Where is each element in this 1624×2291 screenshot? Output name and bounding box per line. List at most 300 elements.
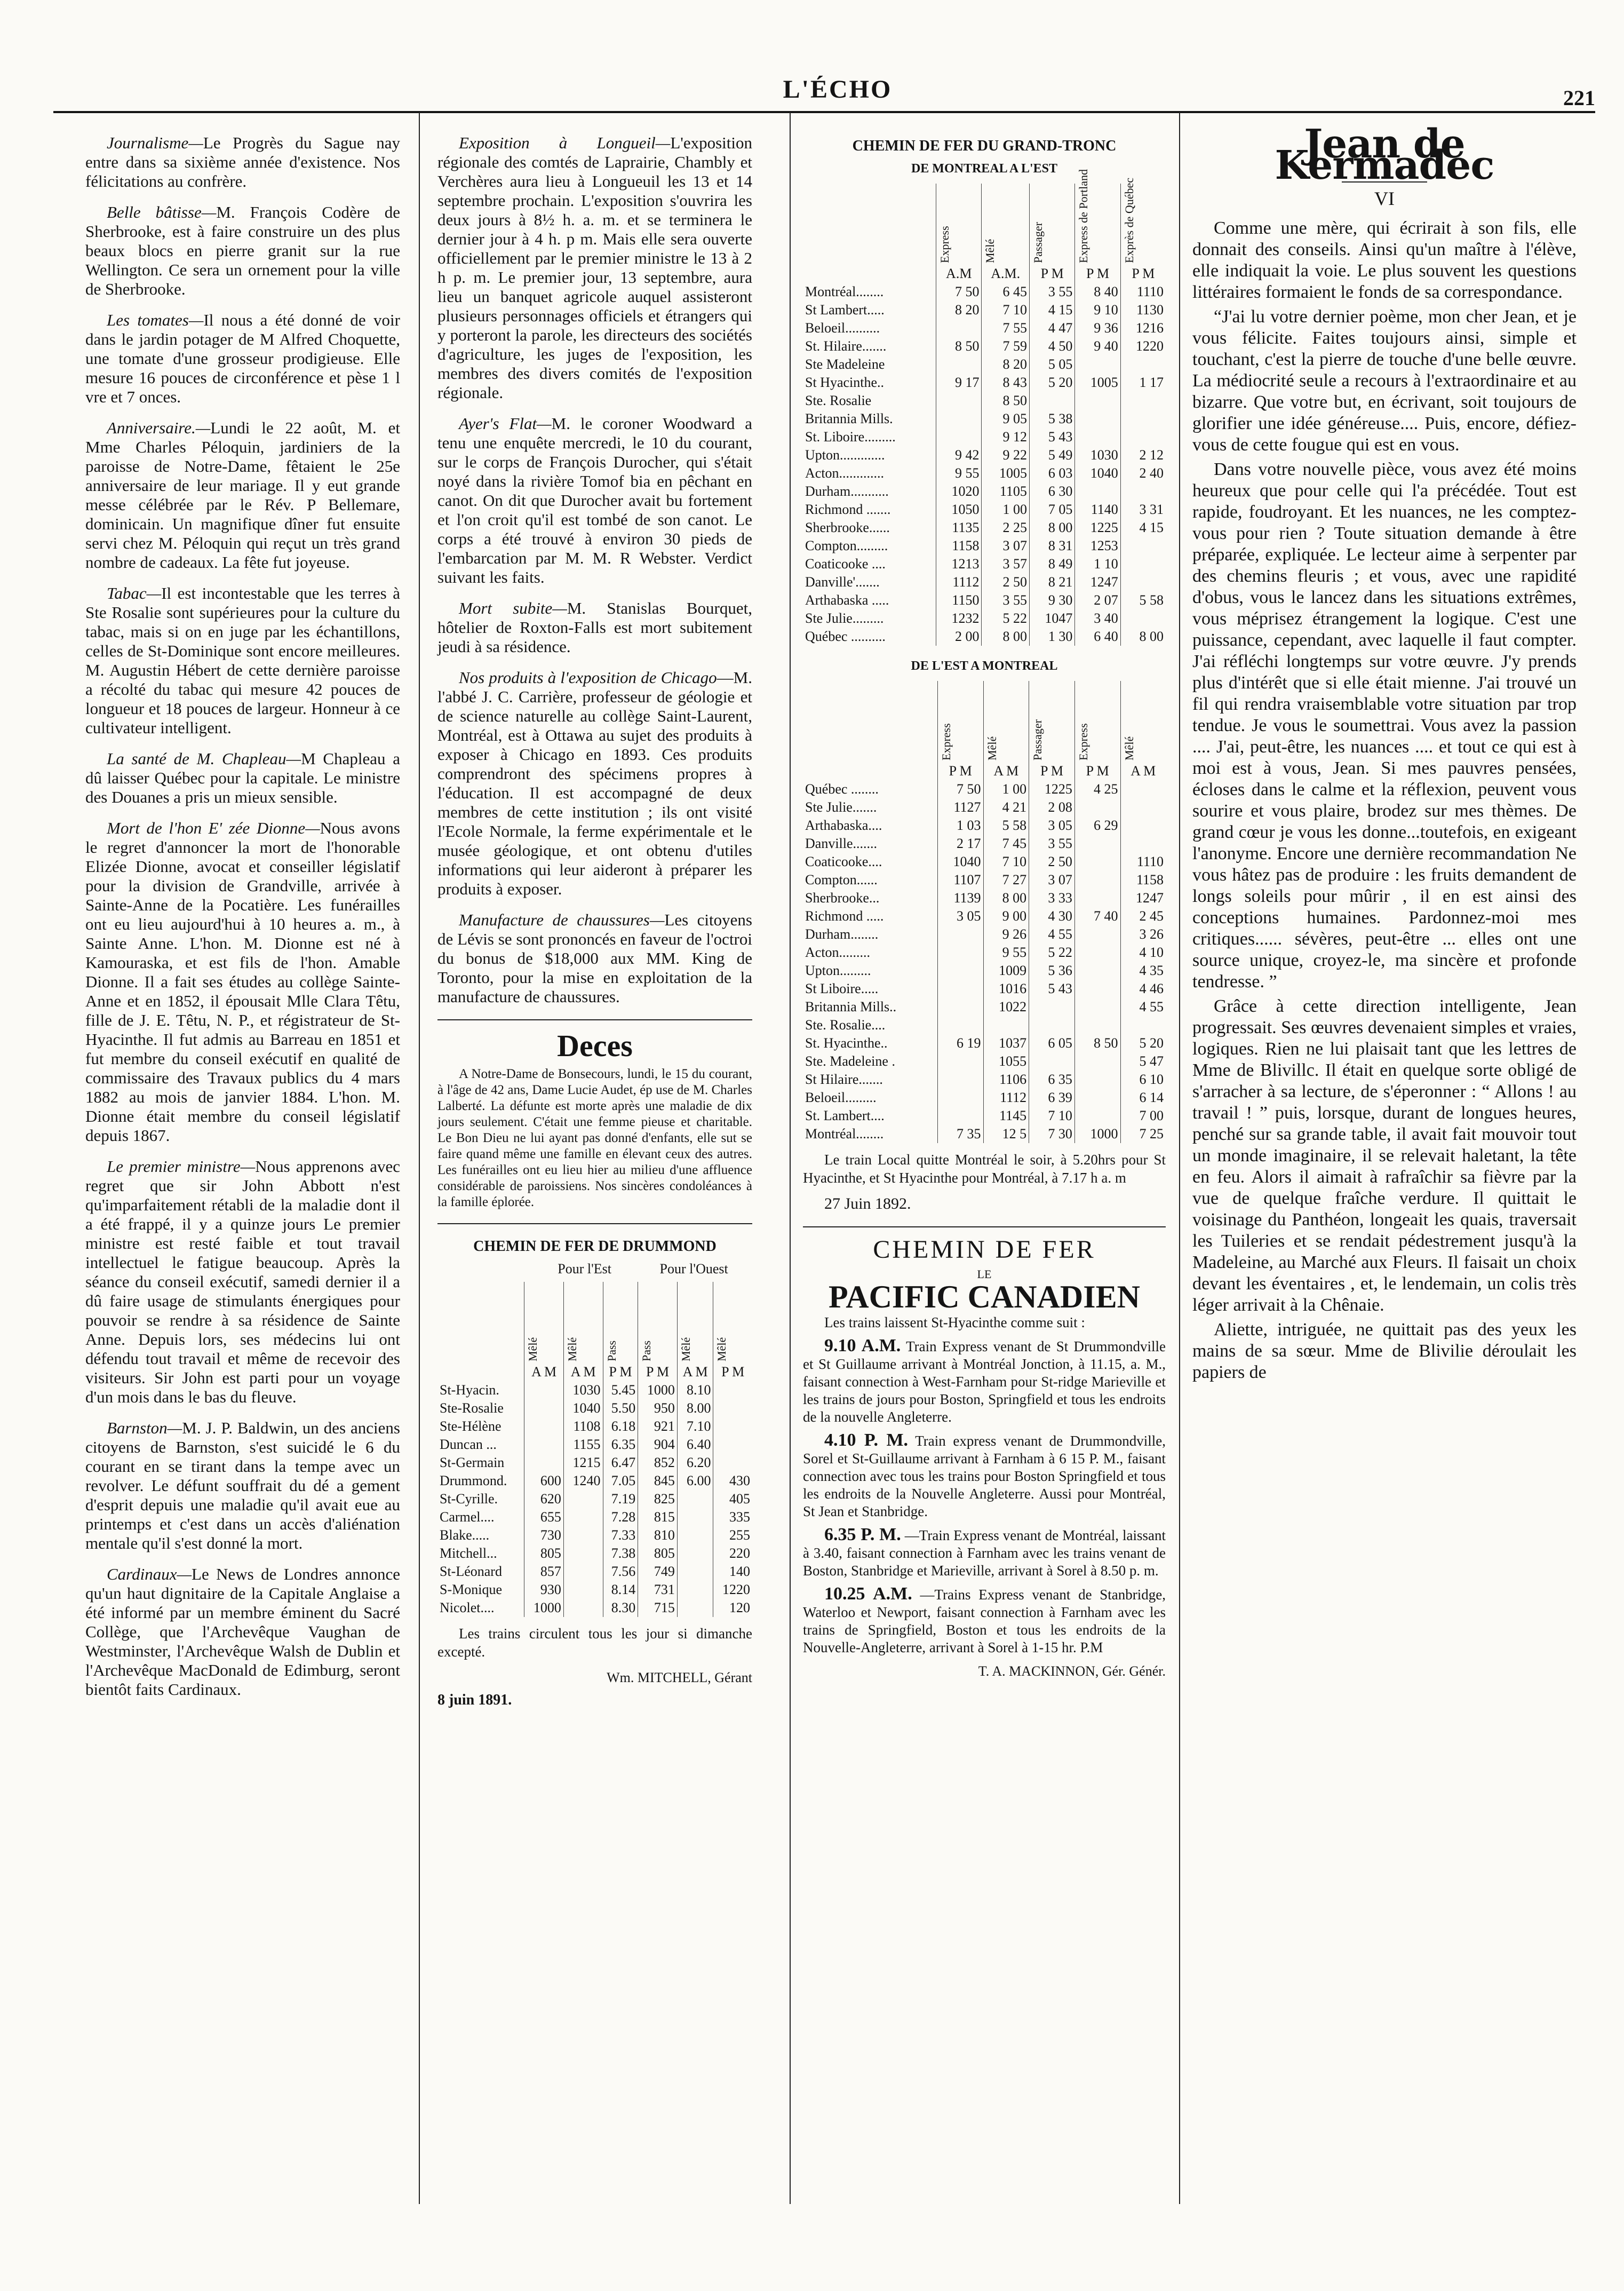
time-cell: 1016	[983, 980, 1029, 998]
time-cell: 2 25	[982, 519, 1029, 537]
time-cell: 6.40	[677, 1436, 713, 1454]
table-row	[803, 609, 1166, 628]
time-cell: 1009	[983, 962, 1029, 980]
dir-east: Pour l'Est	[558, 1261, 612, 1277]
grandtronc-sub1: DE MONTREAL A L'EST	[911, 162, 1058, 176]
table-row	[803, 355, 1166, 374]
time-cell: 3 07	[982, 537, 1029, 555]
time-cell	[937, 980, 983, 998]
time-cell: 815	[638, 1508, 678, 1526]
time-cell: 1135	[936, 519, 982, 537]
time-cell	[937, 1089, 983, 1107]
column-header-label: Exprès de Québec	[1122, 177, 1136, 263]
station-name: St Hilaire.......	[805, 1072, 883, 1087]
time-cell	[1075, 355, 1120, 374]
time-cell	[1120, 798, 1166, 816]
time-cell: 2 45	[1120, 907, 1166, 925]
ampm-cell: P M	[1120, 265, 1166, 283]
divider	[437, 1223, 752, 1224]
station-name: Upton.........	[805, 963, 871, 978]
time-cell: 7 10	[1029, 1107, 1075, 1125]
time-cell	[677, 1544, 713, 1563]
time-cell: 1005	[1075, 374, 1120, 392]
time-cell: 1158	[1120, 871, 1166, 889]
table-row	[803, 925, 1166, 944]
column-header-label: Mêlé	[565, 1337, 579, 1361]
time-cell	[713, 1454, 752, 1472]
drummond-signature: Wm. MITCHELL, Gérant	[607, 1670, 752, 1685]
station-name: Richmond .......	[805, 502, 891, 517]
time-cell	[1120, 555, 1166, 573]
time-cell: 825	[638, 1490, 678, 1508]
station-name: St Liboire.....	[805, 981, 879, 996]
table-row	[803, 889, 1166, 907]
divider	[803, 1226, 1166, 1227]
time-cell: 1 00	[982, 501, 1029, 519]
table-row	[437, 1381, 752, 1399]
time-cell: 5 20	[1120, 1034, 1166, 1052]
station-name: St. Hilaire.......	[805, 338, 887, 354]
table-row	[803, 962, 1166, 980]
column-header	[638, 1282, 678, 1363]
time-cell: 3 07	[1029, 871, 1075, 889]
table-row	[803, 283, 1166, 301]
time-cell	[563, 1490, 603, 1508]
time-cell	[1074, 998, 1120, 1016]
novel-paragraph: Dans votre nouvelle pièce, vous avez été moins heureux que pour celle qui l'a précédée. Tout est rapide, foudroyant. Et les nuances, ne les comptez-vous pour rien ? Toute situation demande à être préparée, expliquée. Le lecteur aime à serpenter par des chemins fleuris ; et vous, avec une rapidité d'obus, vous le lancez dans les situations extrêmes, vous méprisez étrangement la logique. C'est une puissance, cependant, avec laquelle il faut compter. J'ai réfléchi longtemps sur votre œuvre. J'y prends plus d'intérêt que si elle était mienne. J'ai trouvé un fil qui rendra vraisemblable votre situation par trop tendue. Je vous le soumettrai. Vous avez la passion .... J'ai, peut-être, les nuances .... et tout ce qui est à moi est à vous, Jean. Si mes pauvres pensées, écloses dans le calme et la réflexion, peuvent vous sourire et vous plaire, brodez sur mes thèmes. De grand cœur je vous les donne...toutefois, en exigeant l'anonyme. Encore une dernière recommandation Ne vous hâtez pas de produire : les fruits demandent de longs soleils pour mûrir , il en est ainsi des conceptions humaines. Pardonnez-moi mes critiques...... sévères, peut-être ... elles ont une source unique, croyez-le, ma sincère et profonde tendresse. ”	[1192, 459, 1577, 992]
time-cell: 5 22	[1029, 944, 1075, 962]
time-cell: 1107	[937, 871, 983, 889]
time-cell: 1130	[1120, 301, 1166, 319]
table-row	[803, 1107, 1166, 1125]
time-cell: 7 10	[982, 301, 1029, 319]
time-cell: 8 00	[983, 889, 1029, 907]
table-row	[803, 853, 1166, 871]
time-cell	[936, 319, 982, 337]
table-row	[803, 871, 1166, 889]
time-cell: 5 36	[1029, 962, 1075, 980]
grandtronc-date: 27 Juin 1892.	[824, 1195, 911, 1212]
time-cell	[677, 1508, 713, 1526]
time-cell: 4 15	[1029, 301, 1074, 319]
ampm-cell: A.M.	[982, 265, 1029, 283]
time-cell	[1074, 889, 1120, 907]
news-body: M. Stanislas Bourquet, hôtelier de Roxton-Falls est mort subitement jeudi à sa résidence.	[437, 599, 752, 656]
time-cell: 1022	[983, 998, 1029, 1016]
table-row	[803, 555, 1166, 573]
table-row	[803, 628, 1166, 646]
news-headline: Nos produits à l'exposition de Chicago	[459, 668, 717, 687]
time-cell: 1220	[1120, 337, 1166, 355]
time-cell: 1040	[563, 1399, 603, 1417]
column-header	[713, 1282, 752, 1363]
news-item	[437, 414, 752, 587]
time-cell: 4 15	[1120, 519, 1166, 537]
table-row	[803, 980, 1166, 998]
time-cell: 9 00	[983, 907, 1029, 925]
station-name: Britannia Mills..	[805, 999, 897, 1014]
time-cell: 857	[524, 1563, 564, 1581]
time-cell	[563, 1526, 603, 1544]
ampm-row	[437, 1363, 752, 1381]
time-cell: 5 38	[1029, 410, 1074, 428]
time-cell: 9 55	[983, 944, 1029, 962]
column-header-label: Mêlé	[985, 736, 999, 760]
time-cell: 3 40	[1075, 609, 1120, 628]
time-cell	[1074, 1089, 1120, 1107]
ampm-cell: P M	[1029, 265, 1074, 283]
time-cell: 730	[524, 1526, 564, 1544]
time-cell: 1247	[1075, 573, 1120, 591]
train-time: 10.25 A.M.	[824, 1584, 912, 1604]
news-item	[85, 418, 400, 572]
column-header-label: Mêlé	[983, 239, 997, 263]
time-cell: 1110	[1120, 853, 1166, 871]
ampm-cell: A M	[563, 1363, 603, 1381]
novel-text	[1192, 218, 1577, 1383]
time-cell	[563, 1563, 603, 1581]
ampm-cell: P M	[603, 1363, 638, 1381]
time-cell	[677, 1526, 713, 1544]
table-header-row	[803, 681, 1166, 762]
drummond-timetable	[437, 1282, 752, 1617]
column-header	[1120, 681, 1166, 762]
time-cell	[713, 1399, 752, 1417]
time-cell: 12 5	[983, 1125, 1029, 1143]
time-cell: 5 43	[1029, 428, 1074, 446]
pacific-train	[803, 1337, 1166, 1426]
time-cell: 6 40	[1075, 628, 1120, 646]
table-row	[437, 1526, 752, 1544]
time-cell: 1000	[1074, 1125, 1120, 1143]
time-cell: 9 26	[983, 925, 1029, 944]
deces-notice	[437, 1066, 752, 1210]
news-headline: Mort subite—	[459, 599, 567, 617]
station-name: Sherbrooke......	[805, 520, 890, 535]
column-divider	[1179, 112, 1180, 2204]
news-item	[85, 133, 400, 191]
station-name: St Hyacinthe..	[805, 375, 885, 390]
news-item	[437, 133, 752, 402]
time-cell: 9 05	[982, 410, 1029, 428]
time-cell: 6 10	[1120, 1071, 1166, 1089]
column-header-label: Express de Portland	[1077, 169, 1090, 263]
station-name: Upton.............	[805, 447, 885, 463]
station-name: Ste Julie.........	[805, 611, 884, 626]
table-row	[437, 1599, 752, 1617]
time-cell	[1120, 835, 1166, 853]
news-body: M. J. P. Baldwin, un des anciens citoyens de Barnston, s'est suicidé le 6 du courant en se tirant dans la tempe avec un revolver. Le défunt souffrait du dé a gement d'esprit depuis une maladie qu'il avait eue au printemps et c'est dans un accès d'aliénation mentale qu'il s'est donné la mort.	[85, 1418, 400, 1552]
pacific-ad	[803, 1235, 1166, 1681]
time-cell: 8 50	[936, 337, 982, 355]
time-cell	[713, 1436, 752, 1454]
news-body: Le Progrès du Sague nay entre dans sa sixième année d'existence. Nos félicitations au confrère.	[85, 133, 400, 191]
time-cell: 3 26	[1120, 925, 1166, 944]
table-row	[803, 392, 1166, 410]
novel-paragraph: “J'ai lu votre dernier poème, mon cher Jean, et je vous félicite. Faites toujours ainsi, simple et touchant, c'est la pierre de touche d'une belle œuvre. La médiocrité seule a recours à l'extraordinaire et au bizarre. Que votre but, en écrivant, soit toujours de glorifier une idée généreuse.... Puis, encore, défiez-vous de cette fougue qui est en vous.	[1192, 307, 1577, 455]
news-body: M. le coroner Woodward a tenu une enquête mercredi, le 10 du courant, sur le corps de François Durocher, qui s'était noyé dans la rivière Tomof bia en pêchant en canot. On dit que Durocher avait bu fortement et l'on croit qu'il est tombé de son canot. Le corps a été trouvé à environ 30 pieds de l'embarcation par M. M. R Webster. Verdict suivant les faits.	[437, 414, 752, 586]
time-cell: 5 20	[1029, 374, 1074, 392]
train-description: —Train Express venant de Montréal, laissant à 3.40, faisant connection à Farnham avec les trains venant de Boston, Stanbridge et Marieville, arrivant à Sorel à 8.50 p. m.	[803, 1527, 1166, 1579]
time-cell	[936, 428, 982, 446]
time-cell: 1112	[936, 573, 982, 591]
column-header-label: Mêlé	[1122, 736, 1136, 760]
time-cell: 731	[638, 1581, 678, 1599]
time-cell	[937, 1107, 983, 1125]
time-cell	[1120, 482, 1166, 501]
time-cell: 5 43	[1029, 980, 1075, 998]
time-cell: 2 00	[936, 628, 982, 646]
station-name: Beloeil.........	[805, 1090, 877, 1105]
ampm-cell: P M	[1074, 762, 1120, 780]
station-name: Drummond.	[440, 1473, 507, 1488]
table-row	[803, 374, 1166, 392]
time-cell	[713, 1417, 752, 1436]
news-headline: Journalisme—	[107, 133, 203, 152]
station-name: Sherbrooke...	[805, 890, 880, 906]
table-row	[437, 1436, 752, 1454]
news-headline: Exposition à Longueil—	[459, 133, 671, 152]
ampm-cell: P M	[1075, 265, 1120, 283]
table-row	[803, 1016, 1166, 1034]
station-name: Compton......	[805, 872, 878, 887]
time-cell: 1105	[982, 482, 1029, 501]
time-cell	[1120, 816, 1166, 835]
column-divider	[419, 112, 420, 2204]
time-cell: 7.33	[603, 1526, 638, 1544]
time-cell: 1030	[1075, 446, 1120, 464]
ampm-label	[803, 762, 937, 780]
station-name: Blake.....	[440, 1527, 490, 1543]
table-row	[803, 464, 1166, 482]
time-cell: 8.10	[677, 1381, 713, 1399]
time-cell: 1150	[936, 591, 982, 609]
time-cell: 9 22	[982, 446, 1029, 464]
column-header	[1074, 681, 1120, 762]
pacific-items	[803, 1337, 1166, 1656]
ampm-label	[437, 1363, 524, 1381]
table-row	[437, 1490, 752, 1508]
time-cell	[937, 1071, 983, 1089]
time-cell: 4 50	[1029, 337, 1074, 355]
time-cell: 6 14	[1120, 1089, 1166, 1107]
time-cell: 1 30	[1029, 628, 1074, 646]
time-cell: 6 39	[1029, 1089, 1075, 1107]
time-cell: 6 03	[1029, 464, 1074, 482]
ampm-cell: P M	[937, 762, 983, 780]
column-header	[936, 184, 982, 265]
news-headline: Tabac—	[107, 584, 162, 603]
station-name: Québec ........	[805, 781, 879, 797]
table-row	[437, 1417, 752, 1436]
time-cell: 1216	[1120, 319, 1166, 337]
time-cell: 1110	[1120, 283, 1166, 301]
news-body: M. François Codère de Sherbrooke, est à faire construire un des plus beaux blocs en pierre granit sur la rue Wellington. Ce sera un ornement pour la ville de Sherbrooke.	[85, 203, 400, 298]
time-cell: 2 50	[1029, 853, 1075, 871]
grandtronc-note: Le train Local quitte Montréal le soir, à 5.20hrs pour St Hyacinthe, et St Hyacinthe pour Montréal, à 7.17 h a. m	[803, 1152, 1166, 1186]
time-cell: 6.35	[603, 1436, 638, 1454]
train-time: 4.10 P. M.	[824, 1430, 909, 1450]
station-name: Mitchell...	[440, 1545, 497, 1561]
time-cell: 9 10	[1075, 301, 1120, 319]
time-cell: 6 05	[1029, 1034, 1075, 1052]
time-cell: 3 05	[1029, 816, 1075, 835]
news-headline: Les tomates—	[107, 311, 204, 329]
time-cell: 1 17	[1120, 374, 1166, 392]
drummond-date: 8 juin 1891.	[437, 1692, 512, 1708]
news-headline: Barnston—	[107, 1418, 182, 1437]
station-name: St-Hyacin.	[440, 1382, 499, 1398]
news-item	[437, 599, 752, 656]
time-cell: 1112	[983, 1089, 1029, 1107]
ampm-cell: A M	[677, 1363, 713, 1381]
ampm-row	[803, 762, 1166, 780]
ampm-row	[803, 265, 1166, 283]
station-name: Durham...........	[805, 483, 889, 499]
station-name: Compton.........	[805, 538, 888, 553]
column-header	[677, 1282, 713, 1363]
station-name: Ste. Madeleine .	[805, 1053, 895, 1069]
table-row	[437, 1563, 752, 1581]
time-cell	[524, 1454, 564, 1472]
table-row	[803, 591, 1166, 609]
station-name: St-Léonard	[440, 1564, 502, 1579]
time-cell	[1120, 392, 1166, 410]
column-header	[524, 1282, 564, 1363]
ampm-label	[803, 265, 936, 283]
pacific-title: CHEMIN DE FER	[873, 1235, 1096, 1264]
column-header	[1075, 169, 1120, 265]
news-item	[85, 1565, 400, 1699]
time-cell: 4 35	[1120, 962, 1166, 980]
pacific-train	[803, 1431, 1166, 1520]
table-row	[803, 835, 1166, 853]
news-headline: Ayer's Flat—	[459, 414, 552, 433]
grandtronc-timetable-west	[803, 681, 1166, 1143]
station-name: St-Germain	[440, 1455, 505, 1470]
station-name: Ste. Rosalie	[805, 393, 872, 408]
time-cell	[1120, 355, 1166, 374]
time-cell: 220	[713, 1544, 752, 1563]
time-cell	[1075, 392, 1120, 410]
column-header-label: Express	[938, 226, 952, 263]
time-cell: 5 49	[1029, 446, 1074, 464]
station-name: St. Hyacinthe..	[805, 1035, 888, 1051]
time-cell: 7 00	[1120, 1107, 1166, 1125]
novel-paragraph: Aliette, intriguée, ne quittait pas des yeux les mains de sa sœur. Mme de Blivilie déroulait les papiers de	[1192, 1320, 1577, 1382]
time-cell	[1120, 573, 1166, 591]
time-cell: 8 50	[982, 392, 1029, 410]
train-time: 6.35 P. M.	[824, 1525, 901, 1544]
column-header	[983, 681, 1029, 762]
time-cell: 4 10	[1120, 944, 1166, 962]
train-description: Train Express venant de St Drummondville et St Guillaume arrivant à Montréal Jonction, à 11.15, a. M., faisant connection à West-Farnham pour St-ridge Marieville et les trains de jours pour Boston, Springfield et tous les endroits de la nouvelle Angleterre.	[803, 1338, 1166, 1425]
time-cell	[1074, 962, 1120, 980]
time-cell: 1 10	[1075, 555, 1120, 573]
time-cell: 620	[524, 1490, 564, 1508]
station-name: Ste-Hélène	[440, 1418, 501, 1434]
station-name: St Lambert.....	[805, 302, 885, 318]
time-cell: 3 05	[937, 907, 983, 925]
time-cell	[677, 1599, 713, 1617]
table-row	[803, 816, 1166, 835]
time-cell	[1074, 1052, 1120, 1071]
news-headline: Le premier ministre—	[107, 1157, 256, 1176]
news-column-2-items	[437, 133, 752, 1006]
pacific-le: LE	[977, 1267, 992, 1281]
ampm-cell: A M	[983, 762, 1029, 780]
time-cell: 1220	[713, 1581, 752, 1599]
table-row	[803, 798, 1166, 816]
time-cell	[936, 392, 982, 410]
time-cell: 7.38	[603, 1544, 638, 1563]
table-row	[803, 482, 1166, 501]
news-item	[85, 203, 400, 299]
divider	[437, 1019, 752, 1020]
page-number: 221	[1563, 86, 1595, 110]
time-cell: 1213	[936, 555, 982, 573]
station-header	[803, 184, 936, 265]
deces-title: Deces	[557, 1028, 633, 1063]
column-header	[1029, 681, 1075, 762]
novel-chapter: VI	[1374, 188, 1395, 209]
time-cell: 6.00	[677, 1472, 713, 1490]
time-cell: 1225	[1029, 780, 1075, 798]
time-cell: 805	[524, 1544, 564, 1563]
news-body: Les citoyens de Lévis se sont prononcés en faveur de l'octroi du bonus de $18,000 aux MM. King de Toronto, pour la mise en exploitation de la manufacture de chaussures.	[437, 910, 752, 1006]
news-item	[85, 749, 400, 807]
time-cell: 7 25	[1120, 1125, 1166, 1143]
station-name: Montréal........	[805, 1126, 884, 1141]
time-cell: 1232	[936, 609, 982, 628]
news-headline: Cardinaux—	[107, 1565, 192, 1583]
time-cell: 3 33	[1029, 889, 1075, 907]
news-body: Nous apprenons avec regret que sir John Abbott n'est qu'imparfaitement rétabli de la maladie dont il a été frappé, il y a quinze jours Le premier ministre est resté faible et tout travail intellectuel le fatigue beaucoup. Après la séance du conseil exécutif, samedi dernier il a dû faire usage de stimulants énergiques pour pouvoir se rendre à sa résidence de Sainte Anne. Depuis lors, ses médecins lui ont défendu tout travail et même de recevoir des visiteurs. Sir John est parti pour un voyage d'un mois dans le bas du fleuve.	[85, 1157, 400, 1406]
time-cell: 5 58	[983, 816, 1029, 835]
time-cell: 7 50	[936, 283, 982, 301]
table-row	[803, 1071, 1166, 1089]
table-row	[437, 1581, 752, 1599]
news-item	[85, 1157, 400, 1407]
news-item	[85, 311, 400, 407]
time-cell: 5 58	[1120, 591, 1166, 609]
time-cell: 1055	[983, 1052, 1029, 1071]
column-header-label: Express	[1076, 723, 1090, 760]
time-cell	[937, 944, 983, 962]
time-cell	[1120, 1016, 1166, 1034]
column-header	[982, 184, 1029, 265]
time-cell	[1074, 944, 1120, 962]
time-cell: 1155	[563, 1436, 603, 1454]
ampm-cell: A.M	[936, 265, 982, 283]
table-row	[803, 519, 1166, 537]
deces-text: A Notre-Dame de Bonsecours, lundi, le 15 du courant, à l'âge de 42 ans, Dame Lucie Audet, ép use de M. Charles Lalberté. La défunte est morte après une maladie de dix jours seulement. C'était une femme pieuse et charitable. Le Bon Dieu ne lui ayant pas donné d'enfants, elle sut se faire quand même une famille en élevant ceux des autres. Les funérailles ont eu lieu hier au milieu d'une affluence considérable de paroissiens. Nos sincères condoléances à la famille éplorée.	[437, 1067, 752, 1209]
time-cell: 2 07	[1075, 591, 1120, 609]
time-cell: 749	[638, 1563, 678, 1581]
table-row	[437, 1454, 752, 1472]
ampm-cell: A M	[1120, 762, 1166, 780]
time-cell: 600	[524, 1472, 564, 1490]
time-cell: 6.47	[603, 1454, 638, 1472]
time-cell: 140	[713, 1563, 752, 1581]
time-cell	[1120, 410, 1166, 428]
time-cell	[524, 1399, 564, 1417]
time-cell	[1075, 428, 1120, 446]
news-body: L'exposition régionale des comtés de Laprairie, Chambly et Verchères aura lieu à Longueuil les 13 et 14 septembre prochain. L'exposition s'ouvrira les deux jours à 8½ h. a. m. et se terminera le dernier jour à 4 h. p m. Mais elle sera ouverte officiellement par le premier ministre le 13 à 2 h p. m. Le premier jour, 13 septembre, aura lieu un banquet agricole auquel assisteront plusieurs personnages officiels et étrangers qui y porteront la parole, les directeurs des sociétés d'agriculture, les juges de l'exposition, les membres des divers comités de l'exposition régionale.	[437, 133, 752, 402]
drummond-note: Les trains circulent tous les jour si dimanche excepté.	[437, 1626, 752, 1660]
station-name: S-Monique	[440, 1582, 502, 1597]
time-cell: 9 36	[1075, 319, 1120, 337]
